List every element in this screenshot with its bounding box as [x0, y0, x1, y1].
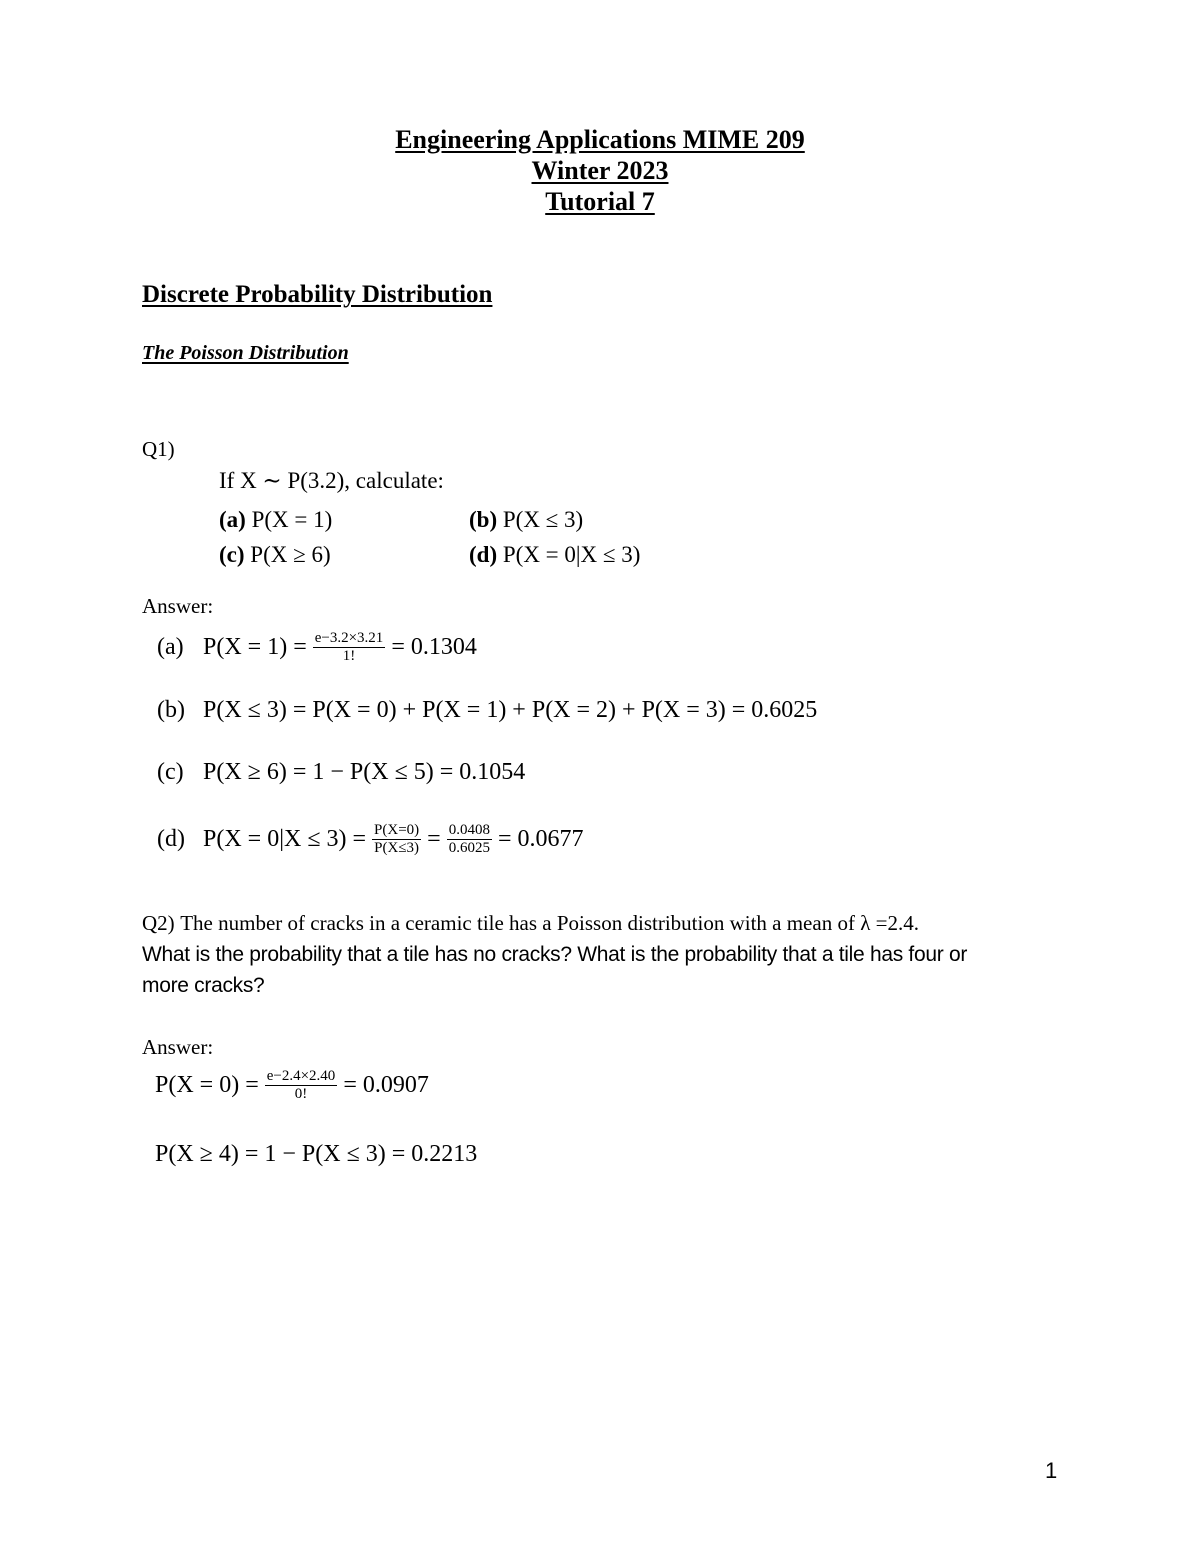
answer-b-tag: (b) — [157, 697, 185, 723]
q1-answer-b — [157, 697, 817, 724]
answer-d-lhs: P(X = 0|X ≤ 3) = — [203, 826, 367, 852]
answer-c-expr: P(X ≥ 6) = 1 − P(X ≤ 5) = 0.1054 — [203, 759, 526, 785]
q1-part-d-tag: (d) — [469, 542, 498, 567]
q2-line-3: more cracks? — [142, 974, 265, 997]
q2-line-1: The number of cracks in a ceramic tile has a Poisson distribution with a mean of λ =2.4. — [180, 911, 919, 935]
q1-part-b-tag: (b) — [469, 507, 498, 532]
answer-a-numerator: e−3.2×3.21 — [314, 630, 384, 646]
q1-answer-label: Answer: — [142, 594, 214, 618]
q1-answer-c — [157, 759, 525, 786]
q2-answer-1-denominator: 0! — [294, 1086, 308, 1102]
q1-label: Q1) — [142, 437, 175, 461]
course-title: Engineering Applications MIME 209 — [395, 125, 805, 154]
answer-d-fraction-1 — [372, 822, 421, 857]
q1-part-a-tag: (a) — [219, 507, 246, 532]
q2-answer-1-lhs: P(X = 0) = — [155, 1072, 259, 1098]
q1-part-a: P(X = 1) — [251, 507, 333, 532]
q1-answer-a — [157, 630, 477, 665]
answer-d-result: = 0.0677 — [497, 826, 584, 852]
q2-answer-1-fraction — [265, 1068, 338, 1103]
term: Winter 2023 — [531, 156, 669, 185]
q2-answer-2 — [155, 1141, 477, 1168]
subsection-title: The Poisson Distribution — [142, 342, 349, 364]
answer-d-denominator-1: P(X≤3) — [374, 840, 420, 856]
answer-d-tag: (d) — [157, 826, 185, 852]
q2-text — [142, 908, 1042, 1001]
q1-part-c: P(X ≥ 6) — [250, 542, 331, 567]
q2-answer-1-result: = 0.0907 — [343, 1072, 429, 1098]
answer-a-lhs: P(X = 1) = — [203, 634, 307, 660]
page-number: 1 — [1045, 1458, 1058, 1483]
q2-answer-1-numerator: e−2.4×2.40 — [266, 1068, 336, 1084]
answer-a-denominator: 1! — [342, 648, 356, 664]
q1-prompt: If X ∼ P(3.2), calculate: — [219, 468, 444, 493]
answer-a-tag: (a) — [157, 634, 184, 660]
q1-part-c-tag: (c) — [219, 542, 245, 567]
answer-a-fraction — [313, 630, 386, 665]
answer-d-numerator-1: P(X=0) — [374, 822, 420, 838]
answer-b-expr: P(X ≤ 3) = P(X = 0) + P(X = 1) + P(X = 2) + P(X = 3) = 0.6025 — [203, 697, 818, 723]
answer-d-fraction-2 — [447, 822, 492, 857]
q1-answer-d — [157, 822, 584, 857]
answer-d-numerator-2: 0.0408 — [448, 822, 490, 838]
answer-a-result: = 0.1304 — [391, 634, 477, 660]
q1-part-b: P(X ≤ 3) — [502, 507, 584, 532]
answer-d-denominator-2: 0.6025 — [448, 840, 490, 856]
q2-answer-2-expr: P(X ≥ 4) = 1 − P(X ≤ 3) = 0.2213 — [155, 1141, 478, 1167]
q2-label: Q2) — [142, 911, 175, 935]
answer-d-equals: = — [427, 826, 441, 852]
tutorial-number: Tutorial 7 — [545, 187, 655, 216]
q2-answer-label: Answer: — [142, 1035, 214, 1059]
q1-parts — [219, 502, 640, 572]
section-title: Discrete Probability Distribution — [142, 281, 493, 308]
q2-line-2: What is the probability that a tile has no cracks? What is the probability that a tile has four or — [142, 943, 968, 966]
document-header — [0, 124, 1200, 217]
q2-answer-1 — [155, 1068, 429, 1103]
q1-part-d: P(X = 0|X ≤ 3) — [502, 542, 641, 567]
answer-c-tag: (c) — [157, 759, 184, 785]
